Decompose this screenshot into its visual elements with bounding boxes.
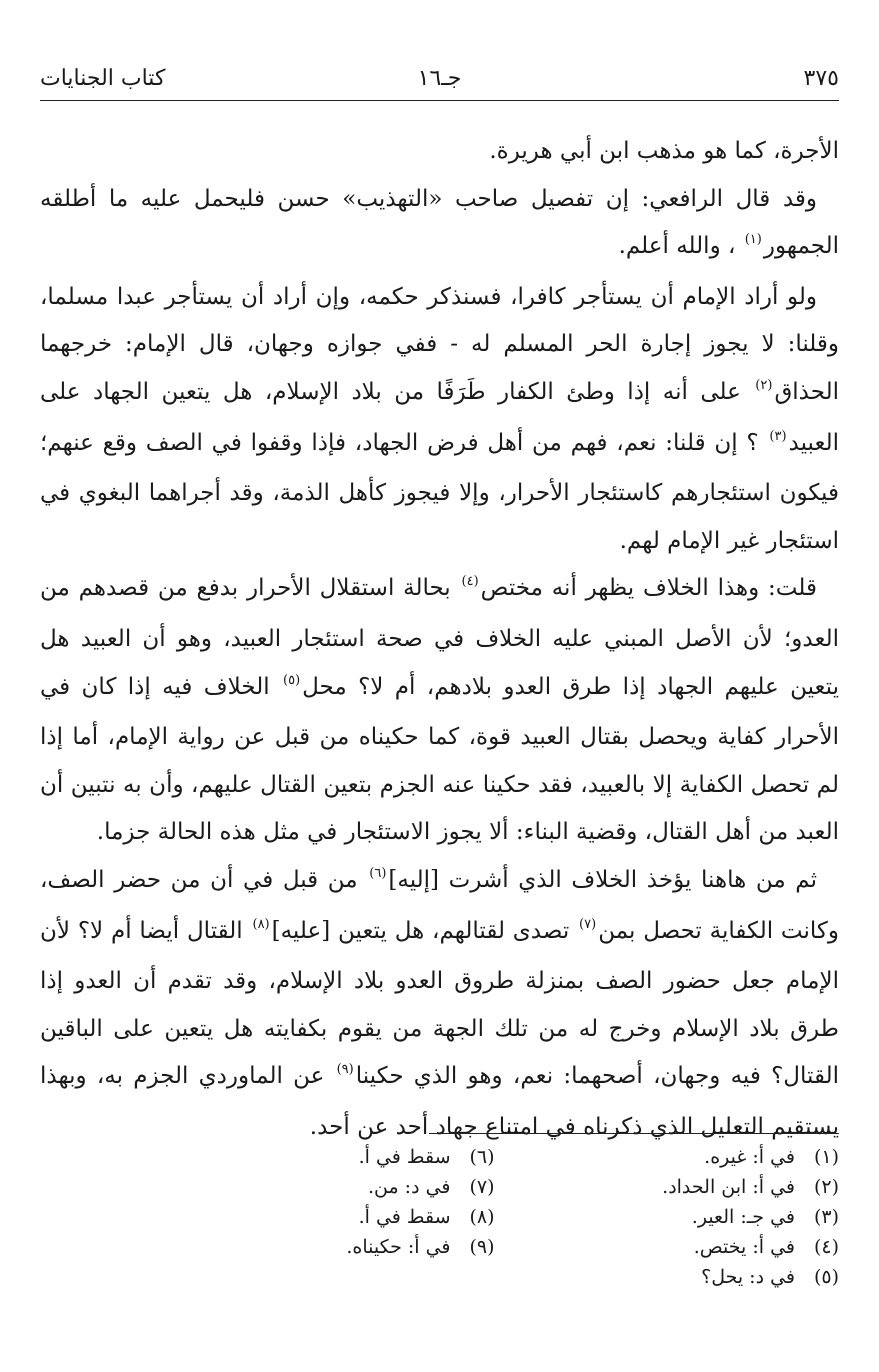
footnote-item xyxy=(495,1142,840,1172)
footnote-item xyxy=(495,1232,840,1262)
paragraph-text: ، والله أعلم. xyxy=(618,233,743,260)
paragraph-text: ؟ إن قلنا: نعم، فهم من أهل فرض الجهاد، فإذا وقفوا في الصف وقع عنهم؛ فيكون استئجارهم كاستئجار الأحرار، وإلا فيجوز كأهل الذمة، وقد أجراهما البغوي في استئجار غير الإمام لهم. xyxy=(40,429,839,554)
paragraph-text: بحالة استقلال الأحرار بدفع من قصدهم من العدو؛ لأن الأصل المبني عليه الخلاف في صحة استئجار العبيد، وهو أن العبيد هل يتعين عليهم الجهاد إذا طرق العدو بلادهم، أم لا؟ محل xyxy=(40,575,839,700)
paragraph xyxy=(40,128,839,176)
footnote-text: في أ: حكيناه. xyxy=(346,1236,451,1258)
footnote-item xyxy=(150,1172,495,1202)
page-header xyxy=(40,60,839,101)
paragraph-text: تصدى لقتالهم، هل يتعين [عليه] xyxy=(271,917,578,944)
running-title: كتاب الجنايات xyxy=(40,66,166,91)
footnote-number: (٥) xyxy=(813,1266,839,1288)
footnote-item xyxy=(495,1262,840,1292)
footnote-marker: (١) xyxy=(744,232,762,248)
footnote-number: (٢) xyxy=(813,1176,839,1198)
footnote-text: سقط في أ. xyxy=(358,1206,451,1228)
footnote-marker: (٤) xyxy=(461,574,479,590)
footnote-text: سقط في أ. xyxy=(358,1146,451,1168)
paragraph-text: الخلاف فيه إذا كان في الأحرار كفاية ويحصل بقتال العبيد قوة، كما حكيناه من قبل عن رواية الإمام، أما إذا لم تحصل الكفاية إلا بالعبيد، فقد حكينا عنه الجزم بتعين القتال عليهم، وأن به نتبين أن العبد من أهل القتال، وقضية البناء: ألا يجوز الاستئجار في مثل هذه الحالة جزما. xyxy=(40,673,839,846)
paragraph-text: ولو أراد الإمام أن يستأجر كافرا، فسنذكر حكمه، وإن أراد أن يستأجر عبدا مسلما، وقلنا: لا يجوز إجارة الحر المسلم له - ففي جوازه وجهان، قال الإمام: خرجهما الحذاق xyxy=(40,283,839,405)
footnote-marker: (٩) xyxy=(336,1062,354,1078)
footnote-marker: (٧) xyxy=(579,916,597,932)
footnote-marker: (٣) xyxy=(769,428,787,444)
footnote-marker: (٨) xyxy=(252,916,270,932)
footnote-item xyxy=(150,1142,495,1172)
footnote-marker: (٦) xyxy=(369,865,387,881)
footnote-item xyxy=(495,1202,840,1232)
footnote-text: في أ: يختص. xyxy=(693,1236,795,1258)
footnote-number: (٦) xyxy=(469,1146,495,1168)
paragraph-text: ثم من هاهنا يؤخذ الخلاف الذي أشرت [إليه] xyxy=(388,866,818,893)
footnote-text: في أ: غيره. xyxy=(704,1146,795,1168)
footnote-marker: (٢) xyxy=(755,377,773,393)
main-text xyxy=(40,128,839,1151)
footnote-number: (٩) xyxy=(469,1236,495,1258)
footnote-item xyxy=(150,1232,495,1262)
paragraph-text: وقد قال الرافعي: إن تفصيل صاحب «التهذيب» حسن فليحمل عليه ما أطلقه الجمهور xyxy=(40,185,839,260)
volume-label: جـ١٦ xyxy=(417,66,462,91)
page-number: ٣٧٥ xyxy=(803,66,839,91)
paragraph-text: على أنه إذا وطئ الكفار طَرَفًا من بلاد الإسلام، هل يتعين الجهاد على العبيد xyxy=(40,378,839,456)
footnotes-column-right xyxy=(495,1142,840,1292)
paragraph xyxy=(40,274,839,566)
footnote-marker: (٥) xyxy=(283,672,301,688)
paragraph-text: الأجرة، كما هو مذهب ابن أبي هريرة. xyxy=(489,138,839,164)
footnote-item xyxy=(495,1172,840,1202)
paragraph-text: القتال أيضا أم لا؟ لأن الإمام جعل حضور الصف بمنزلة طروق العدو بلاد الإسلام، وقد تقدم أن العدو إذا طرق بلاد الإسلام وخرج له من تلك الجهة من يقوم بكفايته هل يتعين على الباقين القتال؟ فيه وجهان، أصحهما: نعم، وهو الذي حكينا xyxy=(40,917,839,1090)
footnote-separator xyxy=(429,1133,839,1134)
footnote-text: في د: من. xyxy=(367,1176,451,1198)
footnote-text: في أ: ابن الحداد. xyxy=(662,1176,795,1198)
footnotes xyxy=(150,1142,839,1292)
footnote-text: في جـ: العير. xyxy=(691,1206,795,1228)
paragraph xyxy=(40,565,839,857)
paragraph xyxy=(40,857,839,1152)
footnote-text: في د: يحل؟ xyxy=(701,1266,795,1288)
paragraph-text: عن الماوردي الجزم به، وبهذا يستقيم التعليل الذي ذكرناه في امتناع جهاد أحد عن أحد. xyxy=(40,1063,839,1140)
footnote-number: (٨) xyxy=(469,1206,495,1228)
paragraph-text: من قبل في أن من حضر الصف، وكانت الكفاية تحصل بمن xyxy=(40,866,839,944)
footnote-number: (٧) xyxy=(469,1176,495,1198)
footnote-number: (١) xyxy=(813,1146,839,1168)
paragraph xyxy=(40,176,839,274)
paragraph-text: قلت: وهذا الخلاف يظهر أنه مختص xyxy=(480,575,817,602)
footnote-number: (٣) xyxy=(813,1206,839,1228)
footnotes-column-left xyxy=(150,1142,495,1292)
footnote-number: (٤) xyxy=(813,1236,839,1258)
footnote-item xyxy=(150,1202,495,1232)
